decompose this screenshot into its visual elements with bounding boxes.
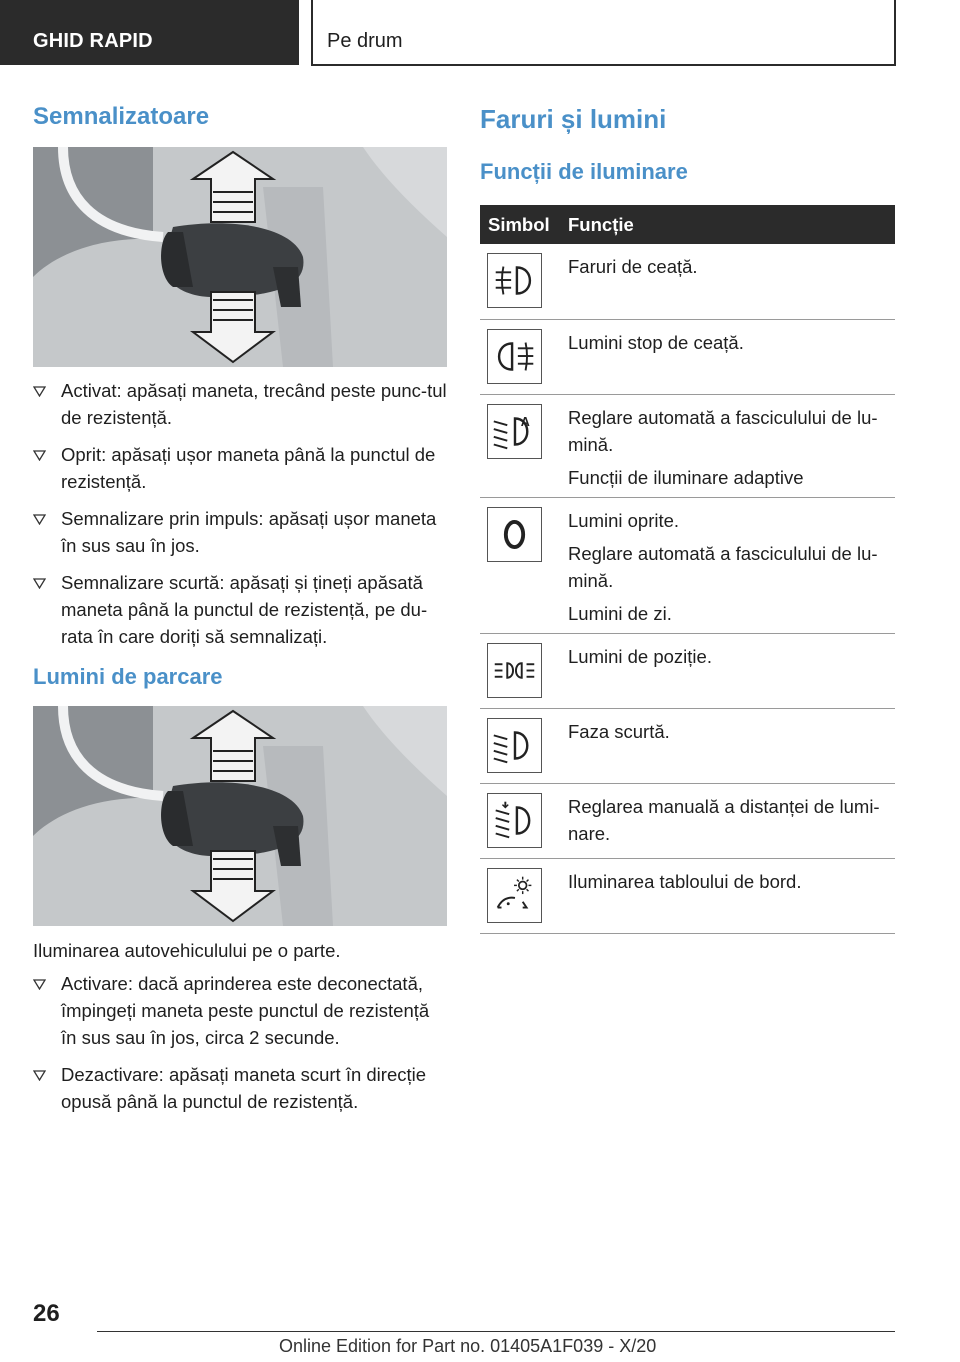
table-row [480, 783, 895, 858]
list-item: Activare: dacă aprinderea este deconectată, împingeți maneta peste punctul de rezistență în sus sau în jos, circa 2 secunde. [33, 970, 447, 1051]
table-cell-text: Faza scurtă. [568, 720, 670, 742]
triangle-bullet-icon [33, 514, 46, 525]
list-item: Activat: apăsați maneta, trecând peste punc-tul de rezistență. [33, 377, 447, 431]
list-item: Dezactivare: apăsați maneta scurt în direcție opusă până la punctul de rezistență. [33, 1061, 447, 1115]
table-row [480, 319, 895, 394]
table-row [480, 633, 895, 708]
automatic-headlight-icon [487, 404, 542, 459]
table-cell-text: Faruri de ceață. [568, 256, 698, 277]
section-title-parcare: Lumini de parcare [33, 664, 223, 689]
table-row [480, 858, 895, 933]
semnalizatoare-bullet-list [33, 377, 447, 660]
footer-edition: Online Edition for Part no. 01405A1F039 - X/20 [279, 1336, 657, 1356]
headlight-range-icon [487, 793, 542, 848]
table-row [480, 497, 895, 633]
table-row [480, 394, 895, 497]
lights-off-icon [487, 507, 542, 562]
parking-lights-icon [487, 643, 542, 698]
front-fog-light-icon [487, 253, 542, 308]
svg-text:A: A [520, 414, 530, 429]
table-row [480, 708, 895, 783]
column-header-function: Funcție [560, 205, 895, 244]
table-cell-text: Lumini de poziție. [568, 645, 712, 667]
list-item: Oprit: apăsați ușor maneta până la punctul de rezistență. [33, 441, 447, 495]
list-item: Semnalizare prin impuls: apăsați ușor maneta în sus sau în jos. [33, 505, 447, 559]
header-chapter-tab [311, 0, 896, 66]
page-number: 26 [33, 1300, 60, 1327]
section-subtitle-functii: Funcții de iluminare [480, 159, 688, 184]
parcare-bullet-list [33, 970, 447, 1125]
triangle-bullet-icon [33, 979, 46, 990]
table-cell-text: Reglare automată a fasciculului de lu-mină. [568, 406, 878, 455]
table-cell-text: Lumini de zi. [568, 602, 672, 624]
section-title-faruri: Faruri și lumini [480, 104, 667, 134]
rear-fog-light-icon [487, 329, 542, 384]
header-section-label: GHID RAPID [33, 30, 153, 52]
table-header-row [480, 205, 895, 244]
header-chapter-label: Pe drum [327, 30, 403, 52]
parcare-intro: Iluminarea autovehiculului pe o parte. [33, 940, 341, 961]
low-beam-icon [487, 718, 542, 773]
header-section-tab [0, 0, 299, 65]
triangle-bullet-icon [33, 578, 46, 589]
list-item: Semnalizare scurtă: apăsați și țineți apăsată maneta până la punctul de rezistență, pe du-rata în care doriți să semnalizați. [33, 569, 447, 650]
column-header-symbol: Simbol [480, 205, 560, 244]
section-title-semnalizatoare: Semnalizatoare [33, 103, 210, 130]
lighting-functions-table [480, 205, 895, 934]
table-cell-text: Reglarea manuală a distanței de lumi-nare. [568, 795, 880, 844]
triangle-bullet-icon [33, 1070, 46, 1081]
triangle-bullet-icon [33, 450, 46, 461]
instrument-lighting-icon [487, 868, 542, 923]
parking-lights-lever-figure [33, 706, 447, 926]
table-cell-text: Reglare automată a fasciculului de lu-mină. [568, 542, 878, 591]
footer-divider [97, 1331, 895, 1332]
table-cell-text: Iluminarea tabloului de bord. [568, 870, 802, 892]
turn-signal-lever-figure [33, 147, 447, 367]
table-row [480, 244, 895, 319]
table-cell-text: Lumini stop de ceață. [568, 331, 744, 353]
triangle-bullet-icon [33, 386, 46, 397]
table-cell-text: Funcții de iluminare adaptive [568, 466, 804, 488]
table-cell-text: Lumini oprite. [568, 509, 680, 531]
